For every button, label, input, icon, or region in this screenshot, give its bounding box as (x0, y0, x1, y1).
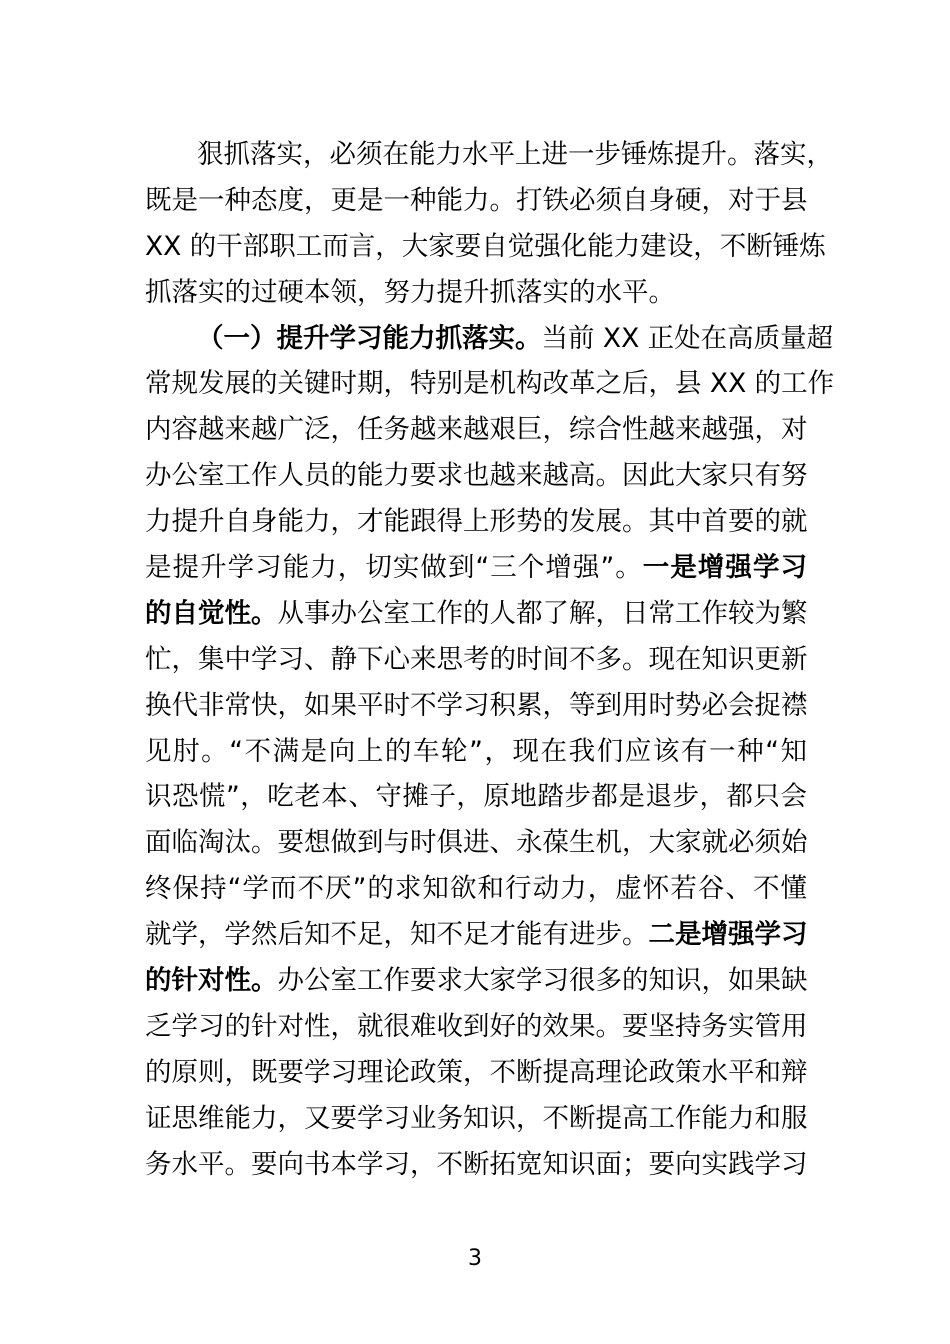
text-line (145, 361, 835, 407)
text-line (145, 1096, 807, 1142)
text-line (145, 407, 807, 453)
text-line (145, 1050, 807, 1096)
text-line (145, 499, 807, 545)
text-line (145, 132, 833, 178)
text-line (145, 316, 834, 362)
body-text: 力提升自身能力，才能跟得上形势的发展。其中首要的就 (145, 506, 808, 538)
text-line (145, 545, 807, 591)
bold-heading-text: 一是增强学习 (642, 552, 807, 584)
body-text: 既是一种态度，更是一种能力。打铁必须自身硬，对于县 (145, 184, 808, 216)
text-line (145, 270, 807, 316)
body-text: XX 的干部职工而言，大家要自觉强化能力建设，不断锤炼 (145, 230, 826, 262)
body-text: 办公室工作人员的能力要求也越来越高。因此大家只有努 (145, 460, 808, 492)
text-line (145, 774, 807, 820)
body-text: 内容越来越广泛，任务越来越艰巨，综合性越来越强，对 (145, 414, 808, 446)
body-text: 就学，学然后知不足，知不足才能有进步。 (145, 919, 649, 951)
body-text: 的原则，既要学习理论政策，不断提高理论政策水平和辩 (145, 1056, 808, 1088)
text-line (145, 1004, 807, 1050)
body-text: 抓落实的过硬本领，努力提升抓落实的水平。 (145, 276, 675, 308)
bold-heading-text: 的针对性。 (145, 965, 278, 997)
body-text: 面临淘汰。要想做到与时俱进、永葆生机，大家就必须始 (145, 827, 808, 859)
text-line (145, 1142, 807, 1188)
body-text: 是提升学习能力，切实做到“三个增强”。 (145, 552, 643, 584)
body-text: 终保持“学而不厌”的求知欲和行动力，虚怀若谷、不懂 (145, 873, 807, 905)
text-line (145, 683, 807, 729)
body-text: 识恐慌”，吃老本、守摊子，原地踏步都是退步，都只会 (145, 781, 807, 813)
body-text: 务水平。要向书本学习，不断拓宽知识面；要向实践学习 (145, 1148, 808, 1180)
body-text: 见肘。“不满是向上的车轮”，现在我们应该有一种“知 (145, 735, 807, 767)
text-line (145, 591, 807, 637)
text-line (145, 729, 807, 775)
text-line (145, 912, 807, 958)
page-number: 3 (468, 1246, 482, 1271)
bold-heading-text: 二是增强学习 (648, 919, 808, 951)
body-text: 办公室工作要求大家学习很多的知识，如果缺 (277, 965, 808, 997)
text-line (145, 958, 807, 1004)
body-text: 乏学习的针对性，就很难收到好的效果。要坚持务实管用 (145, 1010, 808, 1042)
text-line (145, 820, 807, 866)
document-body (145, 132, 835, 1187)
text-line (145, 637, 807, 683)
bold-heading-text: 的自觉性。 (145, 597, 278, 629)
text-line (145, 178, 807, 224)
body-text: 换代非常快，如果平时不学习积累，等到用时势必会捉襟 (145, 689, 808, 721)
bold-heading-text: （一）提升学习能力抓落实。 (197, 322, 542, 354)
body-text: 狠抓落实，必须在能力水平上进一步锤炼提升。落实， (197, 139, 833, 170)
text-line (145, 866, 807, 912)
body-text: 当前 XX 正处在高质量超 (541, 322, 834, 354)
text-line (145, 224, 826, 270)
body-text: 从事办公室工作的人都了解，日常工作较为繁 (277, 597, 808, 629)
text-line (145, 453, 807, 499)
body-text: 证思维能力，又要学习业务知识，不断提高工作能力和服 (145, 1102, 808, 1134)
body-text: 忙，集中学习、静下心来思考的时间不多。现在知识更新 (145, 643, 808, 675)
body-text: 常规发展的关键时期，特别是机构改革之后，县 XX 的工作 (145, 368, 835, 400)
